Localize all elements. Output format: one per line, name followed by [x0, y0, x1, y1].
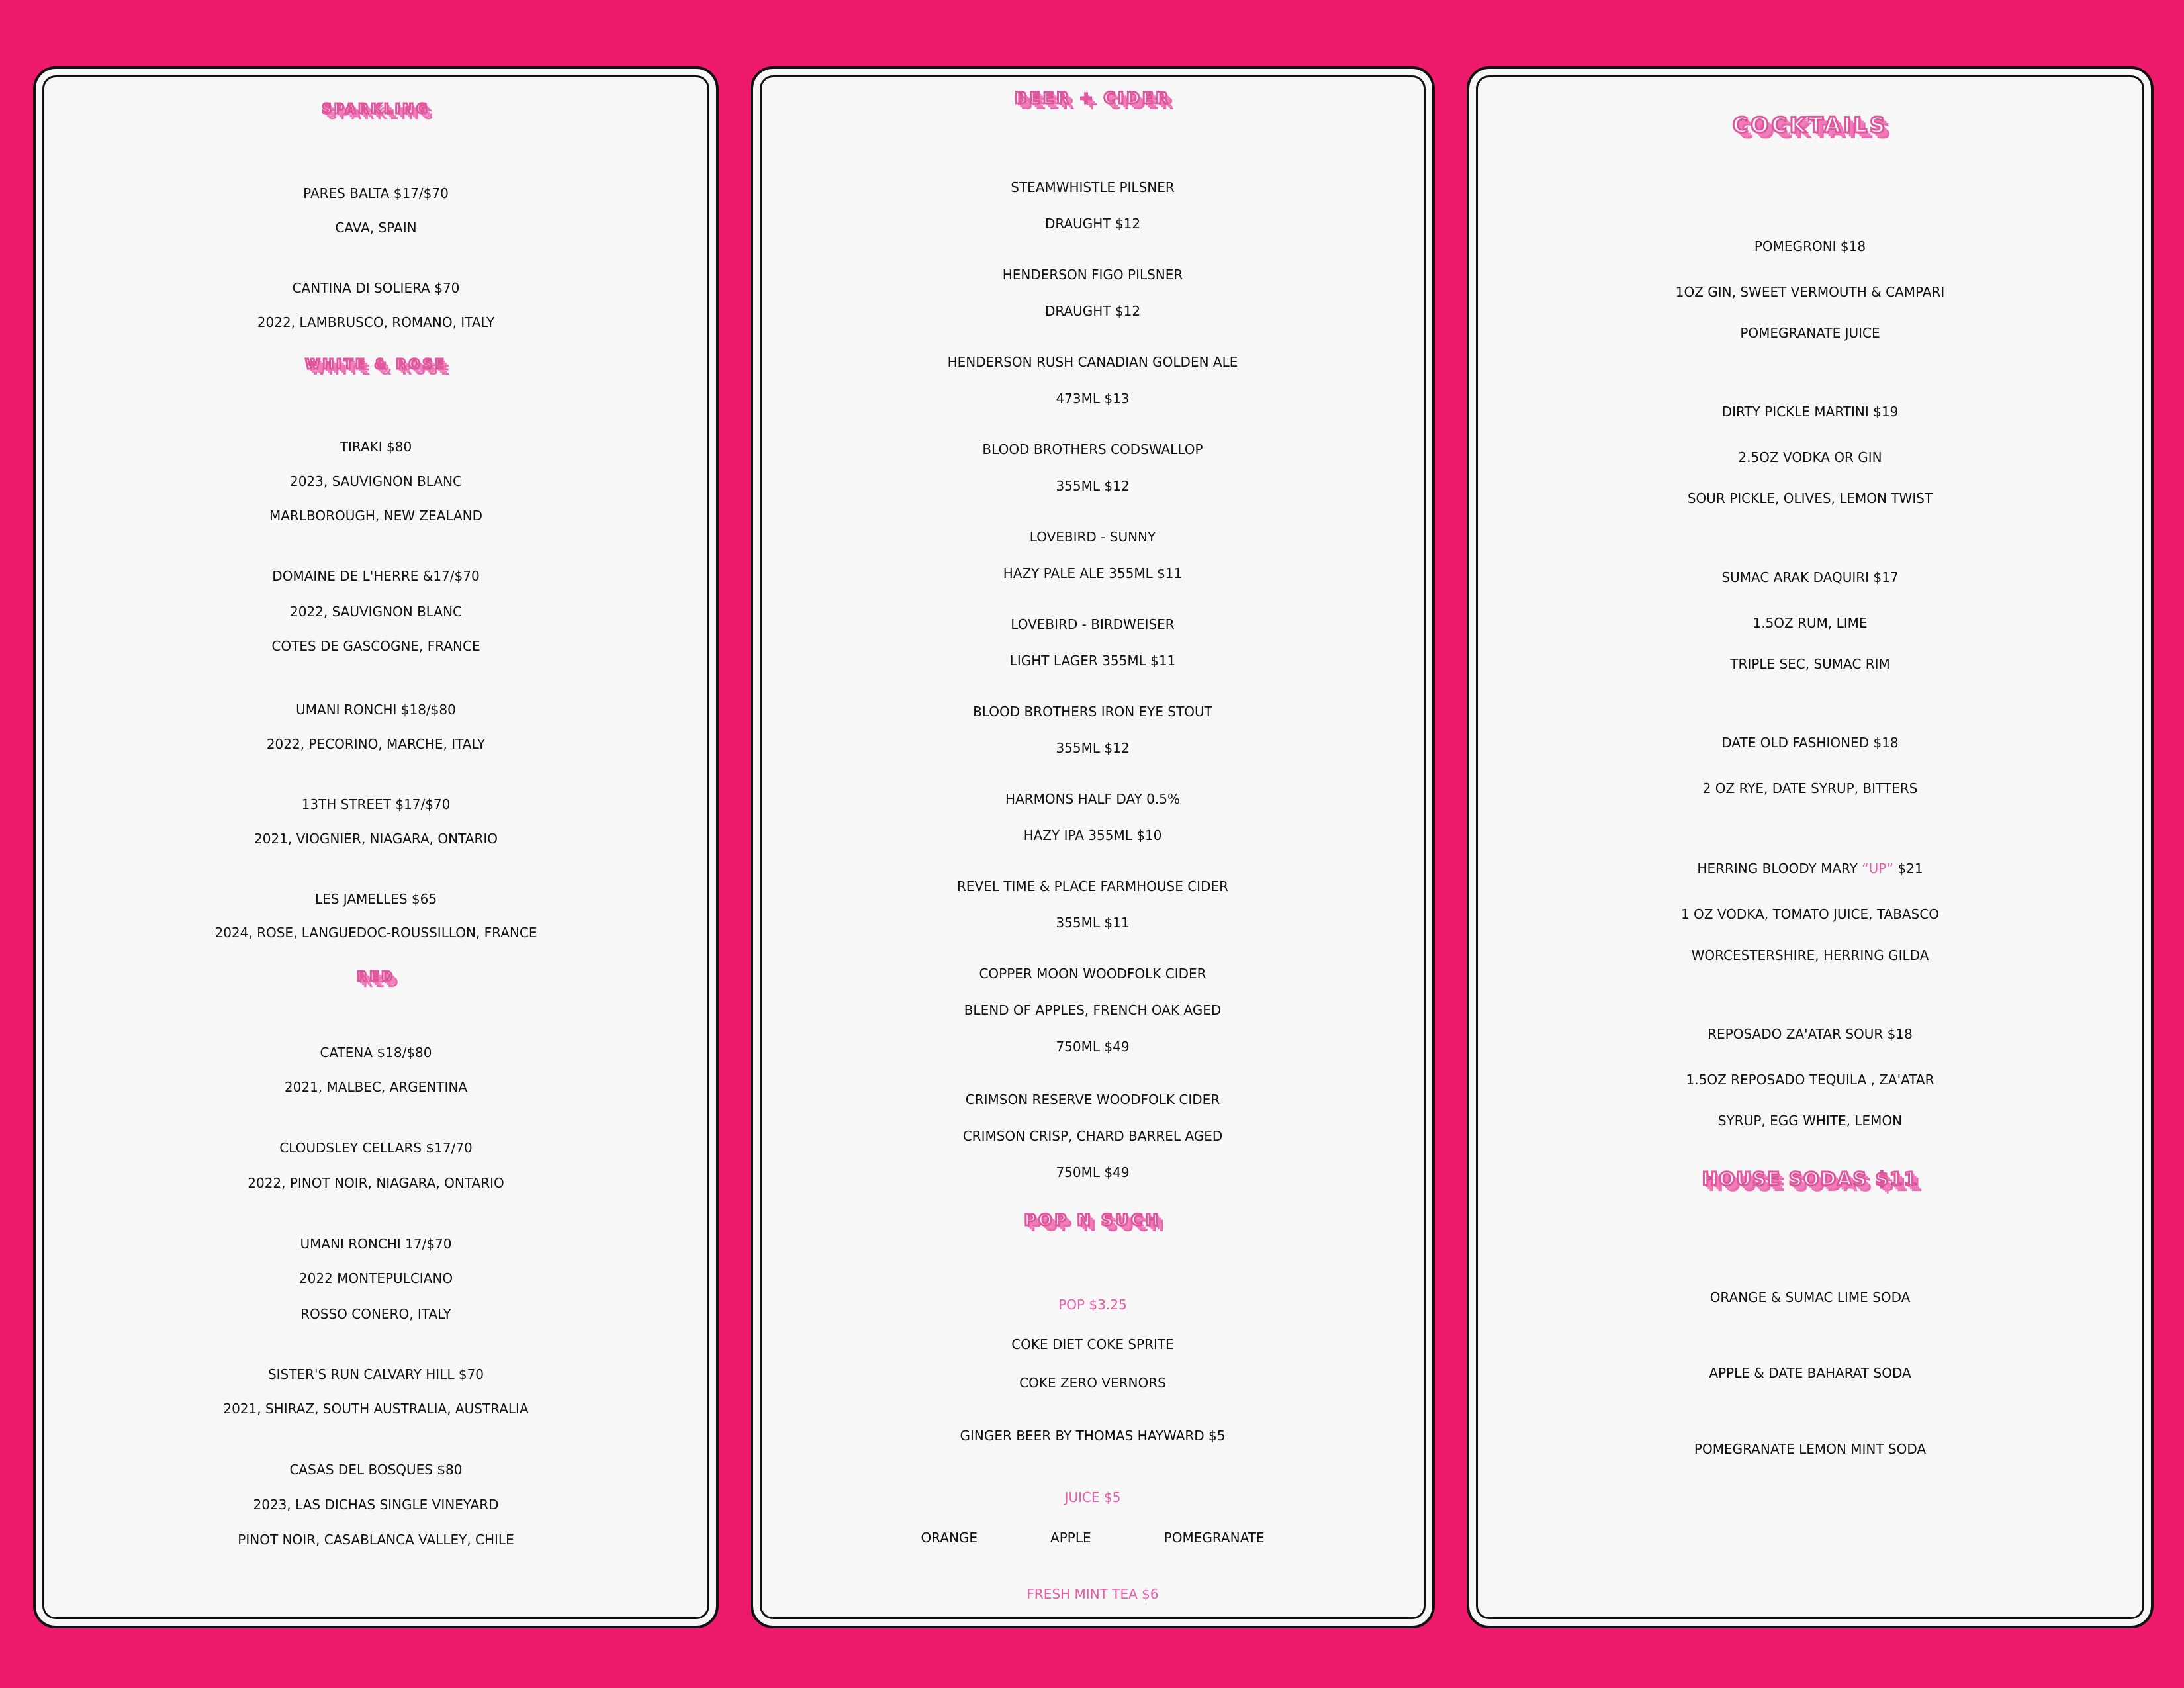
juice-price: JUICE $5: [1064, 1489, 1121, 1505]
up-highlight: “UP”: [1862, 861, 1894, 876]
menu-item-detail: ROSSO CONERO, ITALY: [300, 1306, 451, 1322]
beer-line: HAZY IPA 355ML $10: [1023, 827, 1162, 843]
menu-item-detail: 2022 MONTEPULCIANO: [298, 1270, 453, 1286]
cocktails-heading: COCKTAILS: [1732, 113, 1888, 138]
soda-item: APPLE & DATE BAHARAT SODA: [1709, 1365, 1911, 1381]
juice-list: [753, 1520, 1432, 1556]
wine-panel: [33, 66, 719, 1628]
cocktail-detail: WORCESTERSHIRE, HERRING GILDA: [1691, 947, 1929, 963]
pop-price: POP $3.25: [1058, 1297, 1127, 1313]
menu-item-name: LES JAMELLES $65: [314, 891, 437, 907]
pop-list: COKE DIET COKE SPRITE: [1011, 1336, 1174, 1352]
menu-item-detail: CAVA, SPAIN: [335, 220, 417, 236]
menu-item-name: CLOUDSLEY CELLARS $17/70: [279, 1140, 473, 1156]
cocktail-detail: 2.5OZ VODKA OR GIN: [1738, 449, 1882, 465]
beer-line: LIGHT LAGER 355ML $11: [1009, 653, 1176, 669]
menu-item-detail: PINOT NOIR, CASABLANCA VALLEY, CHILE: [238, 1532, 514, 1548]
cocktails-panel: [1467, 66, 2154, 1628]
beer-line: HAZY PALE ALE 355ML $11: [1003, 565, 1183, 581]
ginger-beer: GINGER BEER BY THOMAS HAYWARD $5: [960, 1428, 1226, 1444]
menu-item-name: UMANI RONCHI 17/$70: [300, 1236, 452, 1252]
menu-item-detail: 2022, SAUVIGNON BLANC: [289, 604, 463, 620]
beer-line: 355ML $12: [1056, 478, 1130, 494]
cocktail-detail: 1.5OZ RUM, LIME: [1752, 615, 1868, 631]
sparkling-heading: SPARKLING: [322, 101, 430, 117]
menu-item-name: UMANI RONCHI $18/$80: [296, 702, 456, 718]
menu-item-name: DOMAINE DE L'HERRE &17/$70: [272, 568, 480, 584]
pop-heading: POP N SUCH: [1024, 1211, 1161, 1229]
menu-item-detail: COTES DE GASCOGNE, FRANCE: [271, 638, 480, 654]
beer-line: 355ML $11: [1056, 915, 1130, 931]
pop-list: COKE ZERO VERNORS: [1019, 1375, 1166, 1391]
menu-item-name: TIRAKI $80: [340, 439, 412, 455]
menu-item-detail: 2022, LAMBRUSCO, ROMANO, ITALY: [257, 314, 495, 330]
beer-line: 750ML $49: [1056, 1164, 1130, 1180]
cocktail-detail: 2 OZ RYE, DATE SYRUP, BITTERS: [1702, 780, 1918, 796]
cocktail-name: POMEGRONI $18: [1754, 238, 1866, 254]
red-heading: RED: [357, 968, 395, 984]
beer-cider-heading: BEER + CIDER: [1015, 89, 1171, 107]
beer-line: CRIMSON RESERVE WOODFOLK CIDER: [965, 1092, 1220, 1107]
menu-item-detail: 2023, SAUVIGNON BLANC: [289, 473, 463, 489]
cocktail-detail: SOUR PICKLE, OLIVES, LEMON TWIST: [1687, 491, 1933, 506]
menu-item-name: PARES BALTA $17/$70: [303, 185, 449, 201]
beer-line: DRAUGHT $12: [1044, 303, 1141, 319]
menu-item-detail: 2022, PECORINO, MARCHE, ITALY: [266, 736, 486, 752]
beer-line: COPPER MOON WOODFOLK CIDER: [979, 966, 1206, 982]
beer-line: 473ML $13: [1056, 391, 1130, 406]
menu-item-detail: 2024, ROSE, LANGUEDOC-ROUSSILLON, FRANCE: [214, 925, 537, 941]
beer-line: HENDERSON RUSH CANADIAN GOLDEN ALE: [947, 354, 1238, 370]
menu-item-detail: 2021, SHIRAZ, SOUTH AUSTRALIA, AUSTRALIA: [223, 1401, 529, 1417]
menu-item-detail: 2022, PINOT NOIR, NIAGARA, ONTARIO: [248, 1175, 504, 1191]
cocktail-name: REPOSADO ZA'ATAR SOUR $18: [1707, 1026, 1913, 1042]
mint-tea: FRESH MINT TEA $6: [1026, 1586, 1159, 1602]
menu-item-detail: 2021, MALBEC, ARGENTINA: [284, 1079, 468, 1095]
menu-item-detail: 2023, LAS DICHAS SINGLE VINEYARD: [253, 1497, 499, 1513]
cocktail-name: DIRTY PICKLE MARTINI $19: [1721, 404, 1899, 420]
menu-item-name: CATENA $18/$80: [320, 1045, 432, 1060]
juice-pomegranate: POMEGRANATE: [1163, 1530, 1265, 1546]
menu-item-name: 13TH STREET $17/$70: [301, 796, 451, 812]
beer-line: 355ML $12: [1056, 740, 1130, 756]
soda-item: POMEGRANATE LEMON MINT SODA: [1694, 1441, 1927, 1457]
beer-line: LOVEBIRD - BIRDWEISER: [1011, 616, 1175, 632]
beer-line: HARMONS HALF DAY 0.5%: [1005, 791, 1180, 807]
juice-apple: APPLE: [1050, 1530, 1091, 1546]
cocktail-detail: 1 OZ VODKA, TOMATO JUICE, TABASCO: [1680, 906, 1940, 922]
cocktail-detail: 1OZ GIN, SWEET VERMOUTH & CAMPARI: [1675, 284, 1945, 300]
beer-line: STEAMWHISTLE PILSNER: [1011, 179, 1175, 195]
menu-item-name: CANTINA DI SOLIERA $70: [292, 280, 460, 296]
house-sodas-heading: HOUSE SODAS $11: [1702, 1168, 1919, 1190]
cocktail-name: HERRING BLOODY MARY “UP” $21: [1697, 861, 1923, 876]
beer-line: 750ML $49: [1056, 1039, 1130, 1055]
beer-line: BLOOD BROTHERS IRON EYE STOUT: [973, 704, 1212, 720]
cocktail-name: SUMAC ARAK DAQUIRI $17: [1721, 569, 1899, 585]
beer-panel: [751, 66, 1435, 1628]
white-rose-heading: WHITE & ROSE: [305, 356, 447, 372]
beer-line: HENDERSON FIGO PILSNER: [1002, 267, 1183, 283]
soda-item: ORANGE & SUMAC LIME SODA: [1709, 1289, 1911, 1305]
beer-line: BLOOD BROTHERS CODSWALLOP: [982, 442, 1203, 457]
cocktail-detail: TRIPLE SEC, SUMAC RIM: [1730, 656, 1890, 672]
menu-item-name: CASAS DEL BOSQUES $80: [289, 1462, 463, 1477]
beer-line: REVEL TIME & PLACE FARMHOUSE CIDER: [956, 878, 1229, 894]
cocktail-detail: SYRUP, EGG WHITE, LEMON: [1717, 1113, 1903, 1129]
cocktail-detail: POMEGRANATE JUICE: [1740, 325, 1880, 341]
cocktail-detail: 1.5OZ REPOSADO TEQUILA , ZA'ATAR: [1686, 1072, 1934, 1088]
juice-orange: ORANGE: [921, 1530, 978, 1546]
cocktail-name: DATE OLD FASHIONED $18: [1721, 735, 1899, 751]
beer-line: DRAUGHT $12: [1044, 216, 1141, 232]
beer-line: BLEND OF APPLES, FRENCH OAK AGED: [964, 1002, 1222, 1018]
menu-item-detail: 2021, VIOGNIER, NIAGARA, ONTARIO: [254, 831, 498, 847]
menu-item-detail: MARLBOROUGH, NEW ZEALAND: [269, 508, 482, 524]
menu-item-name: SISTER'S RUN CALVARY HILL $70: [267, 1366, 484, 1382]
beer-line: LOVEBIRD - SUNNY: [1029, 529, 1156, 545]
beer-line: CRIMSON CRISP, CHARD BARREL AGED: [962, 1128, 1223, 1144]
